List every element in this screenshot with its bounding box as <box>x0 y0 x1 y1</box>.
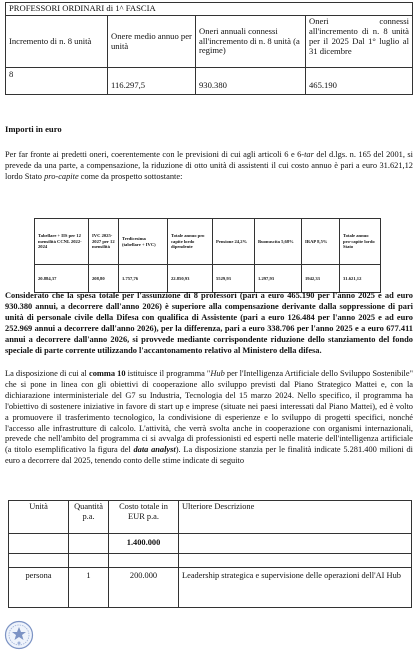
ai-hub-cost-table <box>8 500 412 608</box>
paragraph-total-cost: Considerato che la spesa totale per l'assunzione di 8 professori (pari a euro 465.190 per l'anno 2025 e ad euro 930.380 annui, a decorrere dall'anno 2026) è superiore alla compensazione derivante dalla soppressione di pari unità di personale civile della Difesa con qualifica di Assistente (pari a euro 126.484 per l'anno 2025 e ad euro 252.969 annui a decorrere dall'anno 2026), per la differenza, pari a euro 338.706 per l'anno 2025 e a euro 677.411 annui a decorrere dall'anno 2026, si provvede mediante corrispondente riduzione dello stanziamento del fondo speciale di parte corrente utilizzando l'accantonamento relativo al Ministero della difesa. <box>5 291 413 355</box>
column-header: Totale annuo pro-capite lordo Stato <box>340 219 381 265</box>
table-header: PROFESSORI ORDINARI di 1^ FASCIA <box>6 3 413 16</box>
table-cell: 1.297,93 <box>255 265 302 293</box>
paragraph-text: Per far fronte ai predetti oneri, coerentemente con le previsioni di cui agli articoli 6 e 6- <box>5 150 305 159</box>
paragraph-text: ). La disposizione stanzia per le finalità indicate 5.281.400 milioni di euro a decorrere dal 2025, tenendo conto delle stime indicate di seguito <box>5 445 413 466</box>
table-cell <box>9 534 69 554</box>
column-header: Oneri connessi all'incremento di n. 8 unità per il 2025 Dal 1° luglio al 31 dicembre <box>306 16 413 68</box>
table-row <box>9 568 412 608</box>
table-cell: 200.000 <box>109 568 179 608</box>
table-cell: 22.850,93 <box>168 265 213 293</box>
paragraph-text: per l'Intelligenza Artificiale dello Sviluppo Sostenibile" che si pone in linea con gli obiettivi di cooperazione allo sviluppo previsti dal Piano Strategico Mattei e, con la dichiarazione interministeriale del G7 su Industria, Tecnologia del 15 marzo 2024. Nello specifico, il programma ha l'obiettivo di sostenere iniziative in favore di start up e imprese (situate nei paesi interessati dal Piano Mattei), ed è volto a promuovere il trasferimento tecnologico, la condivisione di esperienze e lo sviluppo di progetti specifici, nonché l'accesso alle infrastrutture di calcolo. L'attività, che verrà svolta anche in cooperazione con organismi internazionali, prevede che nell'ambito del programma ci si avvalga di professionisti ed esperti nelle materie dell'intelligenza artificiale (a titolo esemplificativo la figura del <box>5 369 414 455</box>
table-cell: persona <box>9 568 69 608</box>
column-header: Quantità p.a. <box>69 501 109 534</box>
column-header: Unità <box>9 501 69 534</box>
paragraph-text-italic: pro-capite <box>44 171 79 181</box>
table-cell: 8 <box>6 68 108 95</box>
total-cost-cell: 1.400.000 <box>109 534 179 554</box>
official-seal-icon <box>4 620 34 650</box>
column-header: IRAP 8,5% <box>302 219 340 265</box>
section-heading: Importi in euro <box>5 124 62 134</box>
table-cell <box>69 534 109 554</box>
table-cell <box>179 554 412 568</box>
column-header: Tabellare + IIS per 12 mensilità CCNL 2022-2024 <box>35 219 89 265</box>
table-cell: 1942,33 <box>302 265 340 293</box>
column-header: Totale annuo pro capite lordo dipendente <box>168 219 213 265</box>
table-cell <box>69 554 109 568</box>
paragraph-compensation <box>5 150 413 183</box>
table-cell: 1 <box>69 568 109 608</box>
paragraph-text-italic: tar <box>304 150 314 159</box>
table-cell: 208,80 <box>89 265 119 293</box>
professors-cost-table <box>5 2 413 95</box>
column-header: Incremento di n. 8 unità <box>6 16 108 68</box>
table-cell: 5529,93 <box>213 265 255 293</box>
paragraph-text: del d.lgs. n. 165 del 2001, si prevede da una parte, a compensazione, la riduzione di otto unità di assistenti il cui costo annuo è pari a euro 31.621,12 lordo Stato <box>5 150 413 181</box>
table-cell: 20.884,37 <box>35 265 89 293</box>
paragraph-text: istituisce il programma " <box>125 369 211 378</box>
paragraph-text-bold: comma 10 <box>88 369 126 378</box>
table-cell: 930.380 <box>196 68 306 95</box>
table-cell: 31.621,12 <box>340 265 381 293</box>
table-cell <box>9 554 69 568</box>
column-header: Pensione 24,2% <box>213 219 255 265</box>
paragraph-text-bold-italic: data analyst <box>133 445 176 455</box>
table-cell: 465.190 <box>306 68 413 95</box>
paragraph-text: La disposizione di cui al <box>5 369 89 378</box>
column-header: Oneri annuali connessi all'incremento di n. 8 unità (a regime) <box>196 16 306 68</box>
paragraph-text: come da prospetto sottostante: <box>78 171 183 181</box>
paragraph-ai-hub <box>5 369 413 467</box>
table-cell: Leadership strategica e supervisione delle operazioni dell'AI Hub <box>179 568 412 608</box>
column-header: Ulteriore Descrizione <box>179 501 412 534</box>
column-header: IVC 2025-2027 per 12 mensilità <box>89 219 119 265</box>
column-header: Tredicesima (tabellare + IVC) <box>119 219 168 265</box>
paragraph-text-italic: Hub <box>210 369 225 378</box>
assistant-cost-table <box>34 218 381 293</box>
table-cell <box>109 554 179 568</box>
column-header: Costo totale in EUR p.a. <box>109 501 179 534</box>
table-cell <box>179 534 412 554</box>
table-cell: 116.297,5 <box>108 68 196 95</box>
table-cell: 1.757,76 <box>119 265 168 293</box>
column-header: Buonuscita 5,68% <box>255 219 302 265</box>
column-header: Onere medio annuo per unità <box>108 16 196 68</box>
